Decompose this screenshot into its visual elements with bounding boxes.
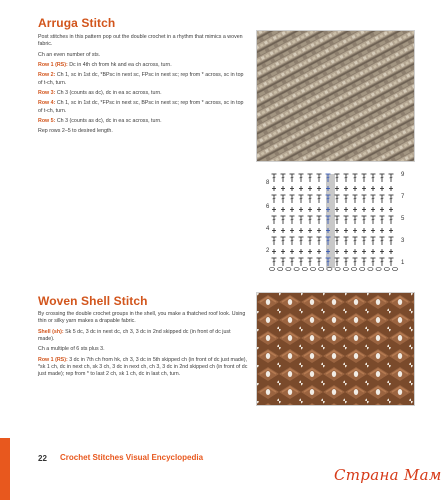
chain-symbol (335, 268, 340, 271)
row-number: 2 (266, 248, 270, 254)
row-number: 3 (401, 238, 405, 244)
row-text: Dc in 4th ch from hk and ea ch across, turn. (67, 61, 172, 68)
row-number: 1 (401, 260, 405, 266)
row-label: Row 4: (38, 100, 56, 107)
chain-symbol (351, 268, 356, 271)
page-number: 22 (38, 454, 47, 463)
arruga-row-5 (38, 118, 248, 125)
woven-shell-row-1 (38, 357, 248, 379)
row-label: Shell (sh): (38, 328, 64, 335)
chain-symbol (269, 268, 274, 271)
row-text: Ch 3 (counts as dc), dc in ea sc across, turn. (55, 89, 162, 96)
arruga-intro: Post stitches in this pattern pop out the double crochet in a rhythm that mimics a woven fabric. (38, 34, 243, 48)
row-text: 3 dc in 7th ch from hk, ch 3, 3 dc in 5th skipped ch (in front of dc just made), *sk 1 ch, dc in next ch, sk 3 ch, 3 dc in next ch, ch 3, 3 dc in 2nd skipped ch (in front of dc just made); rep from * to last 2 ch, sk 1 ch, dc in last ch, turn. (38, 356, 248, 377)
row-number: 9 (401, 172, 405, 178)
row-number: 5 (401, 216, 405, 222)
footer-accent-bar (0, 438, 10, 500)
arruga-chain: Ch an even number of sts. (38, 51, 101, 58)
woven-shell-intro: By crossing the double crochet groups in the shell, you make a thatched roof look. Using thin or silky yarn makes a drapable fabric. (38, 311, 246, 325)
chain-symbol (319, 268, 324, 271)
arruga-instructions (38, 34, 248, 139)
row-label: Row 1 (RS): (38, 356, 68, 363)
arruga-row-3 (38, 90, 248, 97)
row-text: Sk 5 dc, 3 dc in next dc, ch 3, 3 dc in 2nd skipped dc (in front of dc just made). (38, 328, 231, 342)
row-label: Row 3: (38, 89, 56, 96)
section-title-woven-shell: Woven Shell Stitch (38, 294, 148, 308)
arruga-repeat: Rep rows 2–5 to desired length. (38, 128, 113, 135)
row-text: Ch 1, sc in 1st dc, *BPsc in next sc, FPsc in next sc; rep from * across, sc in top of t-ch, turn. (38, 72, 244, 86)
chain-symbol (368, 268, 373, 271)
shell-fabric-swatch-photo (256, 292, 415, 406)
chain-symbol (286, 268, 291, 271)
woven-shell-instructions (38, 311, 248, 381)
chain-symbol (343, 268, 348, 271)
row-number: 6 (266, 204, 270, 210)
chain-symbol (360, 268, 365, 271)
woven-shell-shell (38, 329, 248, 343)
arruga-row-4 (38, 100, 248, 114)
woven-fabric-swatch-photo (256, 30, 415, 162)
woven-shell-chain: Ch a multiple of 6 sts plus 3. (38, 346, 105, 353)
chain-symbol (392, 268, 397, 271)
row-number: 8 (266, 180, 270, 186)
watermark-logo: Страна Мам (334, 466, 442, 484)
row-label: Row 2: (38, 72, 56, 79)
chain-symbol (278, 268, 283, 271)
row-text: Ch 1, sc in 1st dc, *FPsc in next sc, BPsc in next sc; rep from * across, sc in top of t-ch, turn. (38, 100, 244, 114)
stitch-chart-diagram (262, 170, 412, 272)
chain-symbol (376, 268, 381, 271)
chain-symbol (384, 268, 389, 271)
row-label: Row 5: (38, 117, 56, 124)
chain-symbol (310, 268, 315, 271)
chain-symbol (294, 268, 299, 271)
arruga-row-1 (38, 62, 248, 69)
row-text: Ch 3 (counts as dc), dc in ea sc across, turn. (55, 117, 162, 124)
footer-book-title: Crochet Stitches Visual Encyclopedia (60, 453, 204, 462)
section-title-arruga: Arruga Stitch (38, 16, 116, 30)
row-number: 7 (401, 194, 405, 200)
row-number: 4 (266, 226, 270, 232)
row-label: Row 1 (RS): (38, 61, 68, 68)
chain-symbol (302, 268, 307, 271)
arruga-row-2 (38, 72, 248, 86)
